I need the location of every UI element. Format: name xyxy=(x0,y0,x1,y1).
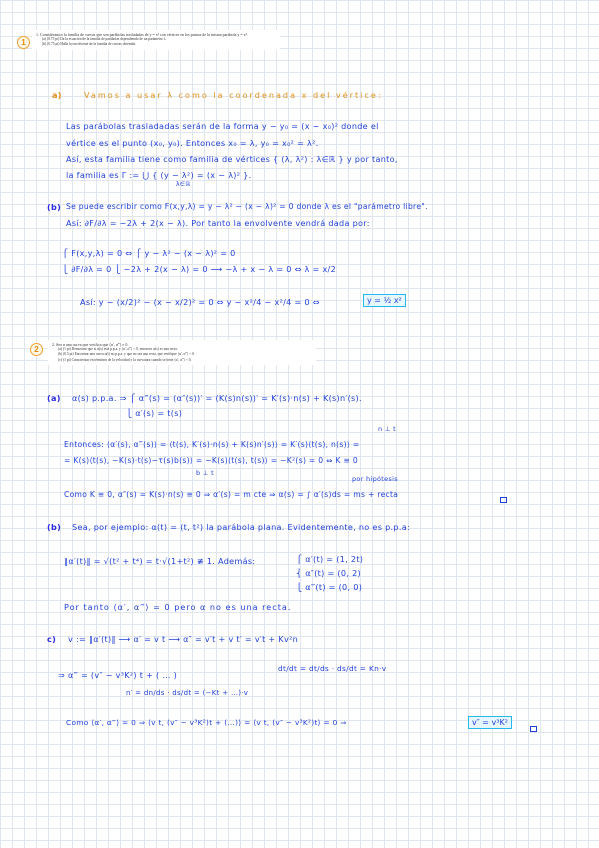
sol2-a-label: (a) xyxy=(47,393,61,403)
sol2-c-line-4: n′ = dn/ds · ds/dt = (−Kt + …)·v xyxy=(126,689,249,697)
problem-2-part-c: (c) (1 pt) Caracterizar en términos de la velocidad y la curvatura cuando se tiene ⟨α′, α‴⟩ ≡ 0. xyxy=(58,357,192,362)
sol2-b-line-2: ‖α′(t)‖ = √(t² + t⁴) = t·√(1+t²) ≢ 1. Además: xyxy=(64,556,256,566)
problem-1-part-a: (a) (0.75 pt) Da la ecuación de la familia de parábolas dependiendo de un parámetro λ. xyxy=(42,37,167,42)
sol2-derivative-2: ⎨ α″(t) = (0, 2) xyxy=(296,568,361,578)
sol2-a-line-2: ⎩ α′(s) = t(s) xyxy=(126,408,183,418)
qed-square-icon-2 xyxy=(530,726,537,732)
sol1-b-label: (b) xyxy=(47,202,62,212)
problem-2-header: 2. Sea α una curva que verifica que ⟨α′, α‴⟩ ≡ 0. xyxy=(52,342,129,347)
sol1-b-line-3: Así: y − (x/2)² − (x − x/2)² = 0 ⇔ y − x²/4 − x²/4 = 0 ⇔ xyxy=(80,297,320,307)
sol1-b-line-1: Se puede escribir como F(x,y,λ) = y − λ² − (x − λ)² = 0 donde λ es el "parámetro libre". xyxy=(66,202,428,211)
problem-2-statement xyxy=(48,340,316,365)
problem-1-part-b: (b) (0.75 pt) Halla la envolvente de la familia de curvas obtenida. xyxy=(42,42,136,47)
sol2-a-line-5: Como K ≡ 0, α″(s) = K(s)·n(s) ≡ 0 ⇒ α′(s) = m cte ⇒ α(s) = ∫ α′(s)ds = ms + recta xyxy=(64,490,399,499)
sol1-line-4: la familia es Γ := ⋃ { (y − λ²) = (x − λ)² }. xyxy=(66,170,252,180)
sol1-system-line-2: ⎩ ∂F/∂λ = 0 ⎩ −2λ + 2(x − λ) = 0 ⟶ −λ + x − λ = 0 ⇔ λ = x/2 xyxy=(62,264,337,274)
problem-1-statement xyxy=(32,30,280,50)
sol2-annotation-n-perp-t: n ⊥ t xyxy=(378,425,396,433)
problem-2-part-b: (b) (0.5 pt) Encontrar una curva α(t) no p.p.a. y que no sea una recta, que verifique ⟨α′, α‴⟩ ≡ 0. xyxy=(58,352,195,357)
problem-1-header: 1. Consideramos la familia de curvas que son parábolas trasladadas de y = x² con vértices en los puntos de la misma parábola y = x². xyxy=(36,32,248,37)
sol2-c-line-5: Como ⟨α′, α‴⟩ = 0 ⇒ ⟨v t, (v″ − v³K²)t + (…)⟩ = ⟨v t, (v″ − v³K²)t⟩ = 0 ⇒ xyxy=(66,718,347,727)
sol1-result-box: y = ½ x² xyxy=(363,294,406,307)
sol2-derivative-1: ⎧ α′(t) = (1, 2t) xyxy=(296,554,364,564)
sol2-c-line-3: dt/dt = dt/ds · ds/dt = Kn·v xyxy=(278,664,387,673)
sol1-line-2: vértice es el punto (x₀, y₀). Entonces x₀ = λ, y₀ = x₀² = λ². xyxy=(66,138,319,148)
sol1-system-line-1: ⎧ F(x,y,λ) = 0 ⇔ ⎧ y − λ² − (x − λ)² = 0 xyxy=(62,248,236,258)
sol2-c-label: c) xyxy=(47,634,57,644)
sol2-c-line-2: ⇒ α‴ = (v″ − v³K²) t + ( … ) xyxy=(58,670,178,680)
sol1-line-1: Las parábolas trasladadas serán de la forma y − y₀ = (x − x₀)² donde el xyxy=(66,121,379,131)
sol2-a-line-4: = K(s)⟨t(s), −K(s)·t(s)−τ(s)b(s)⟩ = −K(s)⟨t(s), t(s)⟩ = −K²(s) = 0 ⇔ K ≡ 0 xyxy=(64,456,359,465)
sol2-derivative-3: ⎩ α‴(t) = (0, 0) xyxy=(296,582,363,592)
problem-1-number-badge: 1 xyxy=(17,36,30,49)
sol2-b-line-3: Por tanto ⟨α′, α‴⟩ = 0 pero α no es una recta. xyxy=(64,602,292,612)
sol2-result-box: v″ = v³K² xyxy=(468,716,512,729)
problem-2-number-badge: 2 xyxy=(30,343,43,356)
sol2-c-line-1: v := ‖α′(t)‖ ⟶ α′ = v t ⟶ α″ = v′t + v t′ = v′t + Kv²n xyxy=(68,634,299,644)
sol2-b-label: (b) xyxy=(47,522,62,532)
sol2-annotation-hypothesis: por hipótesis xyxy=(352,475,398,483)
sol1-b-line-2: Así: ∂F/∂λ = −2λ + 2(x − λ). Por tanto la envolvente vendrá dada por: xyxy=(66,218,370,228)
sol1-a-label: a) xyxy=(52,90,62,100)
sol2-a-line-1: α(s) p.p.a. ⇒ ⎧ α‴(s) = (α″(s))′ = (K(s)n(s))′ = K′(s)·n(s) + K(s)n′(s). xyxy=(72,393,362,403)
sol1-union-subscript: λ∈ℝ xyxy=(176,181,191,188)
sol1-a-intro: Vamos a usar λ como la coordenada x del vértice: xyxy=(84,90,383,100)
sol2-annotation-b-perp-t: b ⊥ t xyxy=(196,469,214,477)
qed-square-icon xyxy=(500,497,507,503)
sol2-b-line-1: Sea, por ejemplo: α(t) = (t, t²) la parábola plana. Evidentemente, no es p.p.a: xyxy=(72,522,411,532)
sol1-line-3: Así, esta familia tiene como familia de vértices { (λ, λ²) : λ∈ℝ } y por tanto, xyxy=(66,154,398,164)
sol2-a-line-3: Entonces: ⟨α′(s), α‴(s)⟩ = ⟨t(s), K′(s)·n(s) + K(s)n′(s)⟩ = K′(s)⟨t(s), n(s)⟩ = xyxy=(64,440,360,449)
problem-2-part-a: (a) (1 pt) Demostrar que si α(s) está p.p.a. y ⟨α′, α‴⟩ ≡ 0, entonces α(s) es una recta. xyxy=(58,347,178,352)
